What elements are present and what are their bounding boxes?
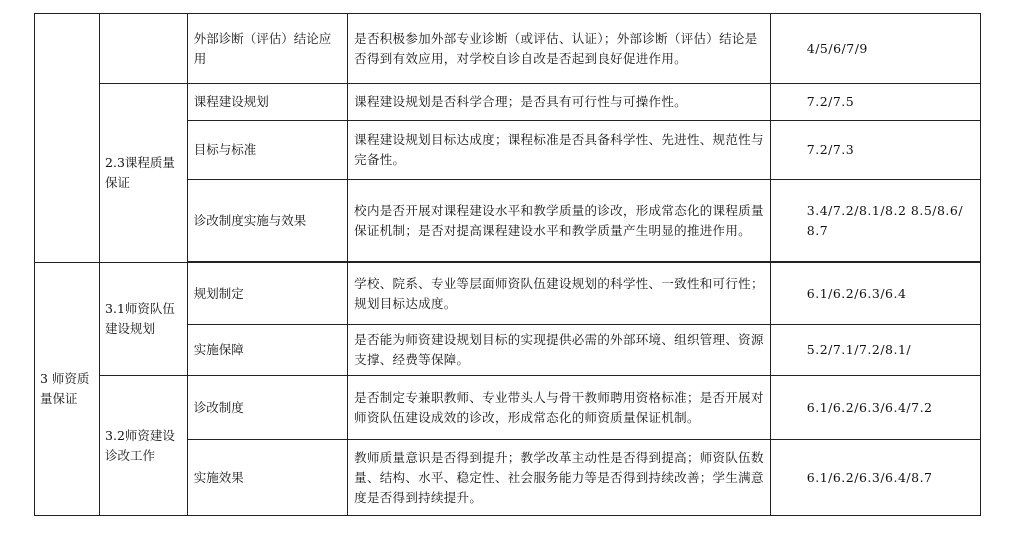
level1-cell: 3 师资质量保证 (35, 263, 100, 516)
description-cell: 课程建设规划是否科学合理；是否具有可行性与可操作性。 (348, 84, 771, 121)
item-cell: 实施保障 (187, 325, 347, 376)
description-cell: 是否积极参加外部专业诊断（或评估、认证）；外部诊断（评估）结论是否得到有效应用，对学校自诊自改是否起到良好促进作用。 (348, 14, 771, 84)
table-row (35, 376, 981, 440)
level2-cell-blank (100, 14, 188, 84)
reference-code-cell: 4/5/6/7/9 (770, 14, 980, 84)
item-cell: 规划制定 (187, 263, 347, 325)
item-cell: 目标与标准 (187, 121, 347, 180)
level2-cell: 3.1师资队伍建设规划 (100, 263, 188, 376)
description-cell: 校内是否开展对课程建设水平和教学质量的诊改，形成常态化的课程质量保证机制；是否对提高课程建设水平和教学质量产生明显的推进作用。 (348, 180, 771, 262)
item-cell: 诊改制度实施与效果 (187, 180, 347, 262)
reference-code-cell: 3.4/7.2/8.1/8.2 8.5/8.6/8.7 (770, 180, 980, 262)
item-cell: 课程建设规划 (187, 84, 347, 121)
item-cell: 实施效果 (187, 440, 347, 516)
description-cell: 学校、院系、专业等层面师资队伍建设规划的科学性、一致性和可行性；规划目标达成度。 (348, 263, 771, 325)
reference-code-cell: 7.2/7.3 (770, 121, 980, 180)
description-cell: 课程建设规划目标达成度；课程标准是否具备科学性、先进性、规范性与完备性。 (348, 121, 771, 180)
table-row (35, 84, 981, 121)
description-cell: 教师质量意识是否得到提升；教学改革主动性是否得到提高；师资队伍数量、结构、水平、稳定性、社会服务能力等是否得到持续改善；学生满意度是否得到持续提升。 (348, 440, 771, 516)
level1-cell-blank (35, 14, 100, 263)
reference-code-cell: 6.1/6.2/6.3/6.4/7.2 (770, 376, 980, 440)
table-row (35, 263, 981, 325)
item-cell: 外部诊断（评估）结论应用 (187, 14, 347, 84)
level2-cell: 2.3课程质量保证 (100, 84, 188, 263)
level2-cell: 3.2师资建设诊改工作 (100, 376, 188, 516)
reference-code-cell: 7.2/7.5 (770, 84, 980, 121)
table-row (35, 14, 981, 84)
description-cell: 是否制定专兼职教师、专业带头人与骨干教师聘用资格标准；是否开展对师资队伍建设成效的诊改，形成常态化的师资质量保证机制。 (348, 376, 771, 440)
description-cell: 是否能为师资建设规划目标的实现提供必需的外部环境、组织管理、资源支撑、经费等保障。 (348, 325, 771, 376)
quality-assurance-table (34, 13, 981, 516)
item-cell: 诊改制度 (187, 376, 347, 440)
reference-code-cell: 6.1/6.2/6.3/6.4/8.7 (770, 440, 980, 516)
reference-code-cell: 6.1/6.2/6.3/6.4 (770, 263, 980, 325)
reference-code-cell: 5.2/7.1/7.2/8.1/ (770, 325, 980, 376)
